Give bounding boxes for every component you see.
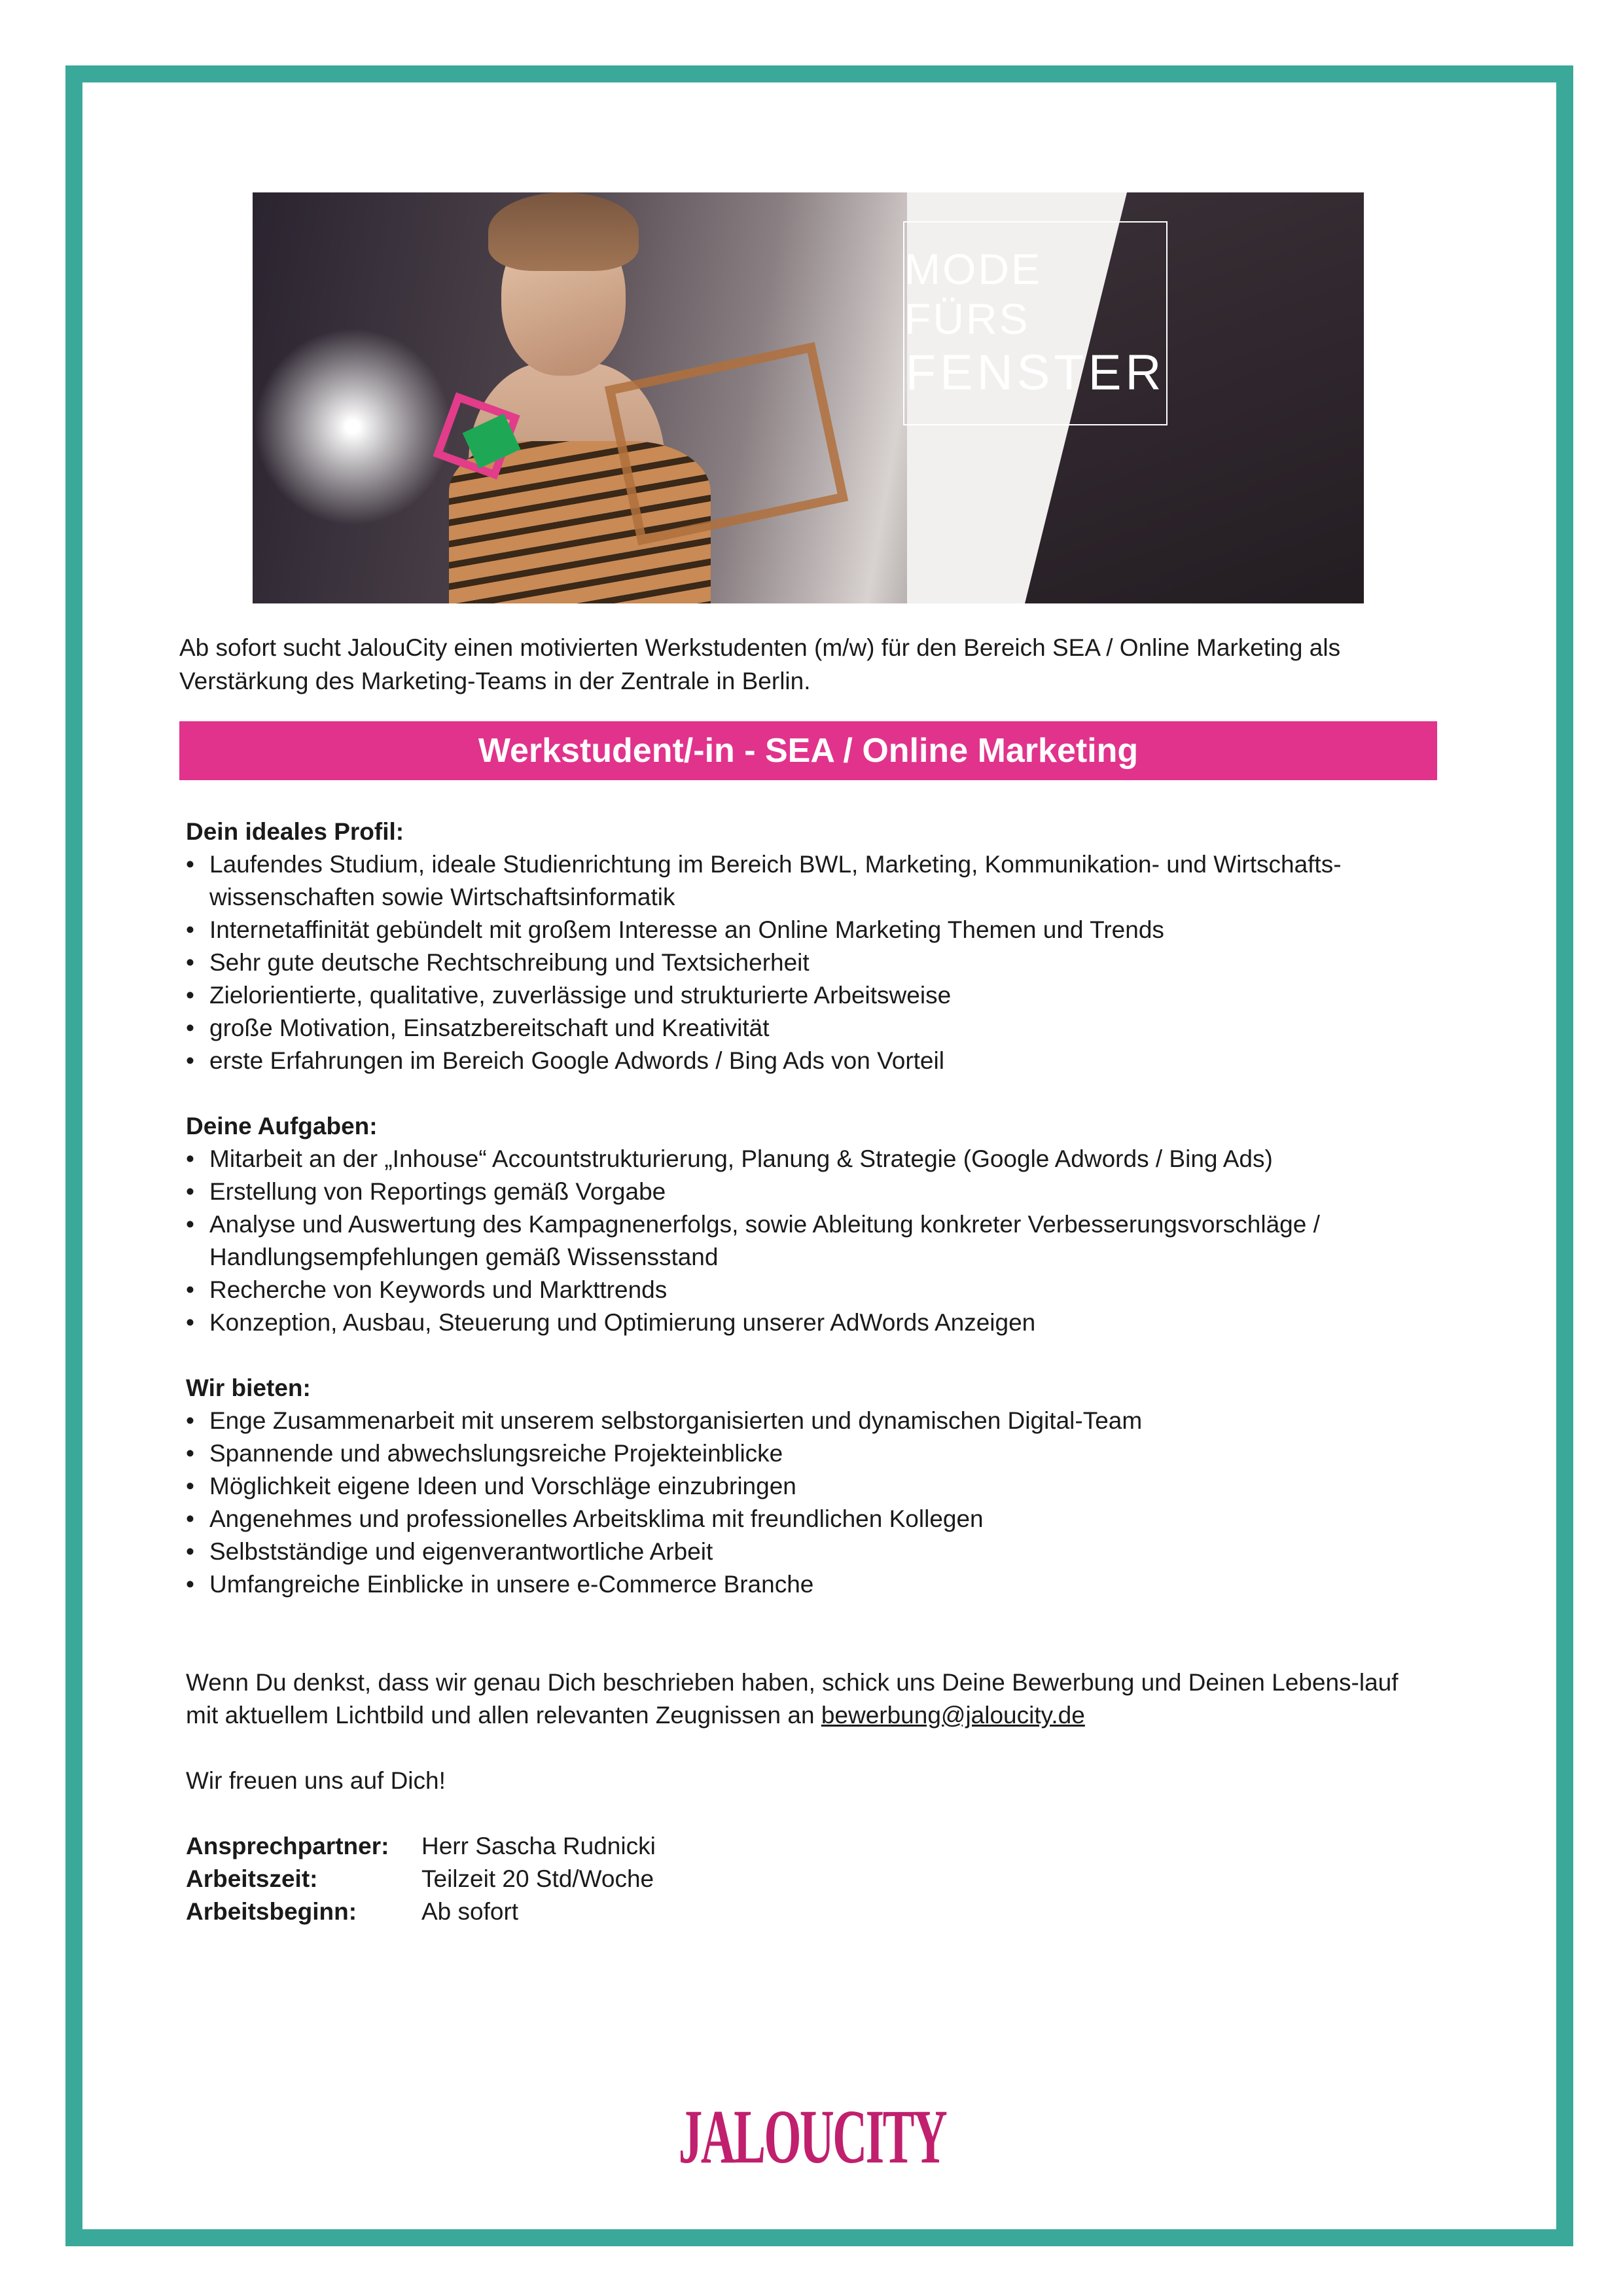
list-item: • Umfangreiche Einblicke in unsere e-Commerce Branche	[186, 1571, 814, 1598]
jaloucity-logo: JALOUCITY	[678, 2094, 946, 2179]
list-item: • Analyse und Auswertung des Kampagnenerfolgs, sowie Ableitung konkreter Verbesserungsvorschläge / Handlungsempfehlungen gemäß Wissensstand	[186, 1211, 1320, 1270]
hero-banner	[253, 192, 1364, 603]
tasks-list	[186, 1143, 1429, 1339]
list-item: • Möglichkeit eigene Ideen und Vorschläge einzubringen	[186, 1473, 796, 1499]
table-row	[186, 1863, 656, 1895]
offer-heading: Wir bieten:	[186, 1374, 311, 1401]
fact-value: Ab sofort	[421, 1898, 519, 1925]
facts-table	[186, 1830, 656, 1928]
tagline-line1: MODE FÜRS	[904, 245, 1042, 344]
list-item: • Zielorientierte, qualitative, zuverlässige und strukturierte Arbeitsweise	[186, 982, 952, 1009]
job-title: Werkstudent/-in - SEA / Online Marketing	[478, 732, 1139, 770]
list-item: • Sehr gute deutsche Rechtschreibung und Textsicherheit	[186, 949, 810, 976]
hero-tagline	[903, 221, 1168, 425]
fact-value: Teilzeit 20 Std/Woche	[421, 1865, 654, 1892]
fact-label: Arbeitsbeginn:	[186, 1898, 357, 1925]
list-item: • Internetaffinität gebündelt mit großem Interesse an Online Marketing Themen und Trends	[186, 916, 1164, 943]
profile-heading: Dein ideales Profil:	[186, 818, 404, 845]
list-item: • Angenehmes und professionelles Arbeitsklima mit freundlichen Kollegen	[186, 1505, 984, 1532]
profile-list	[186, 848, 1429, 1077]
list-item: • Konzeption, Ausbau, Steuerung und Optimierung unserer AdWords Anzeigen	[186, 1309, 1036, 1336]
tagline-line2: FENSTER	[905, 345, 1166, 401]
job-content	[186, 816, 1429, 1928]
closing-paragraph	[186, 1666, 1429, 1732]
list-item: • Spannende und abwechslungsreiche Projekteinblicke	[186, 1440, 783, 1467]
sculpture-frame	[605, 342, 848, 546]
closing-section	[186, 1666, 1429, 1928]
email-link[interactable]: bewerbung@jaloucity.de	[821, 1702, 1085, 1729]
fact-value: Herr Sascha Rudnicki	[421, 1833, 656, 1859]
list-item: • Erstellung von Reportings gemäß Vorgabe	[186, 1178, 666, 1205]
list-item: • Mitarbeit an der „Inhouse“ Accountstrukturierung, Planung & Strategie (Google Adwords / Bing Ads)	[186, 1145, 1273, 1172]
list-item: • Selbstständige und eigenverantwortliche Arbeit	[186, 1538, 713, 1565]
job-title-bar	[179, 721, 1437, 780]
list-item: • große Motivation, Einsatzbereitschaft und Kreativität	[186, 1014, 770, 1041]
closing-text: Wenn Du denkst, dass wir genau Dich beschrieben haben, schick uns Deine Bewerbung und Deinen Lebens-lauf mit aktuellem Lichtbild und allen relevanten Zeugnissen an	[186, 1669, 1399, 1729]
fact-label: Arbeitszeit:	[186, 1865, 318, 1892]
list-item: • erste Erfahrungen im Bereich Google Adwords / Bing Ads von Vorteil	[186, 1047, 944, 1074]
list-item: • Recherche von Keywords und Markttrends	[186, 1276, 668, 1303]
greeting: Wir freuen uns auf Dich!	[186, 1767, 446, 1794]
offer-list	[186, 1405, 1429, 1601]
model-hair	[488, 192, 639, 271]
tasks-heading: Deine Aufgaben:	[186, 1113, 378, 1139]
table-row	[186, 1895, 656, 1928]
list-item: • Enge Zusammenarbeit mit unserem selbstorganisierten und dynamischen Digital-Team	[186, 1407, 1143, 1434]
intro-text: Ab sofort sucht JalouCity einen motivierten Werkstudenten (m/w) für den Bereich SEA / Online Marketing als Verstärkung des Marketing-Teams in der Zentrale in Berlin.	[179, 634, 1341, 694]
list-item: • Laufendes Studium, ideale Studienrichtung im Bereich BWL, Marketing, Kommunikation- und Wirtschafts-wissenschaften sowie Wirtschaftsinformatik	[186, 851, 1342, 910]
fact-label: Ansprechpartner:	[186, 1833, 389, 1859]
table-row	[186, 1830, 656, 1863]
